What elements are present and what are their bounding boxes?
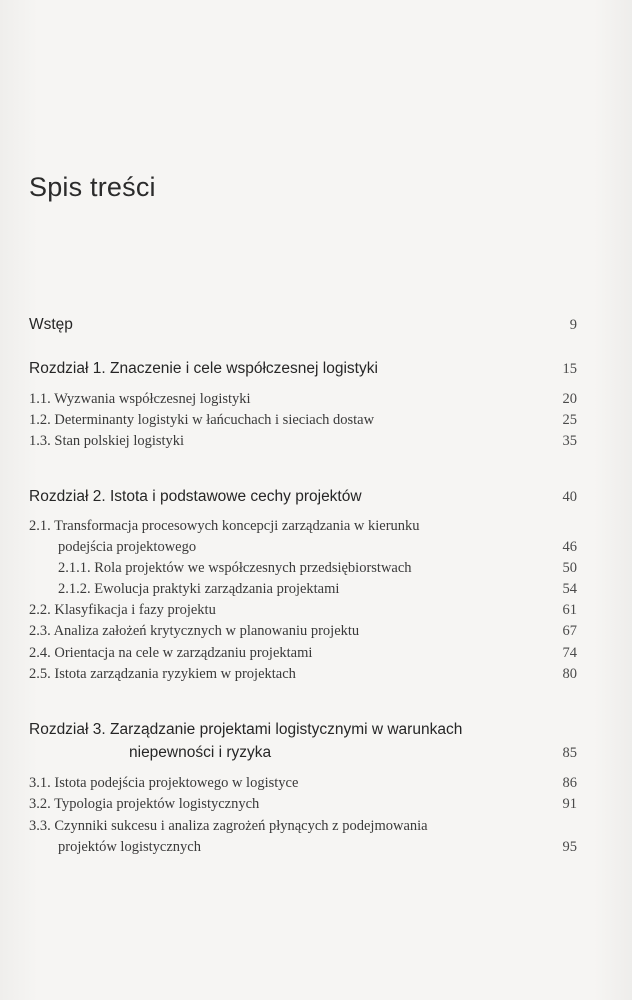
toc-label: 2.2. Klasyfikacja i fazy projektu bbox=[29, 602, 216, 618]
toc-page: 91 bbox=[562, 796, 577, 812]
toc-entry-2-1-line1: 2.1. Transformacja procesowych koncepcji zarządzania w kierunku bbox=[29, 518, 420, 534]
toc-label: 2.5. Istota zarządzania ryzykiem w projektach bbox=[29, 666, 296, 682]
toc-page: 80 bbox=[562, 666, 577, 682]
toc-entry-1-1 bbox=[29, 391, 577, 408]
toc-chapter-3-heading-line2 bbox=[129, 744, 577, 762]
toc-label: 1.3. Stan polskiej logistyki bbox=[29, 433, 185, 449]
toc-entry-2-2 bbox=[29, 602, 577, 619]
toc-chapter-1-heading bbox=[29, 360, 577, 378]
toc-entry-2-4 bbox=[29, 645, 577, 662]
toc-entry-3-2 bbox=[29, 796, 577, 813]
toc-page: 25 bbox=[562, 412, 577, 428]
toc-label: 2.3. Analiza założeń krytycznych w planowaniu projektu bbox=[29, 623, 360, 639]
toc-entry-1-2 bbox=[29, 412, 577, 429]
toc-label: Wstęp bbox=[29, 316, 73, 333]
toc-page: 61 bbox=[562, 602, 577, 618]
toc-page: 9 bbox=[569, 317, 577, 333]
toc-page: 86 bbox=[562, 775, 577, 791]
toc-page: 35 bbox=[562, 433, 577, 449]
toc-page: 46 bbox=[562, 539, 577, 555]
toc-entry-2-1-2 bbox=[58, 581, 577, 598]
toc-page: 20 bbox=[562, 391, 577, 407]
toc-label: 2.4. Orientacja na cele w zarządzaniu projektami bbox=[29, 645, 313, 661]
page-title: Spis treści bbox=[29, 172, 156, 202]
toc-entry-2-3 bbox=[29, 623, 577, 640]
toc-entry-3-3-line2 bbox=[58, 839, 577, 856]
toc-label: 1.1. Wyzwania współczesnej logistyki bbox=[29, 391, 251, 407]
toc-page: 40 bbox=[562, 489, 577, 505]
toc-entry-2-1-line2 bbox=[58, 539, 577, 556]
toc-chapter-3-heading-line1: Rozdział 3. Zarządzanie projektami logistycznymi w warunkach bbox=[29, 721, 463, 738]
toc-page: 54 bbox=[562, 581, 577, 597]
toc-page: 85 bbox=[562, 745, 577, 761]
toc-label: 1.2. Determinanty logistyki w łańcuchach i sieciach dostaw bbox=[29, 412, 375, 428]
toc-entry-intro bbox=[29, 316, 577, 334]
toc-entry-2-5 bbox=[29, 666, 577, 683]
toc-entry-1-3 bbox=[29, 433, 577, 450]
toc-entry-3-3-line1: 3.3. Czynniki sukcesu i analiza zagrożeń płynących z podejmowania bbox=[29, 818, 428, 834]
toc-label: podejścia projektowego bbox=[58, 539, 197, 555]
toc-label: 2.1.2. Ewolucja praktyki zarządzania projektami bbox=[58, 581, 340, 597]
toc-label: Rozdział 1. Znaczenie i cele współczesnej logistyki bbox=[29, 360, 378, 377]
toc-label: 2.1.1. Rola projektów we współczesnych przedsiębiorstwach bbox=[58, 560, 412, 576]
toc-chapter-2-heading bbox=[29, 488, 577, 506]
toc-label: 3.2. Typologia projektów logistycznych bbox=[29, 796, 260, 812]
toc-label: 3.1. Istota podejścia projektowego w logistyce bbox=[29, 775, 299, 791]
toc-entry-2-1-1 bbox=[58, 560, 577, 577]
toc-page: 50 bbox=[562, 560, 577, 576]
toc-page: 74 bbox=[562, 645, 577, 661]
toc-label: niepewności i ryzyka bbox=[129, 744, 272, 761]
toc-page: 15 bbox=[562, 361, 577, 377]
toc-page: 95 bbox=[562, 839, 577, 855]
toc-entry-3-1 bbox=[29, 775, 577, 792]
toc-label: projektów logistycznych bbox=[58, 839, 201, 855]
toc-page: 67 bbox=[562, 623, 577, 639]
toc-label: Rozdział 2. Istota i podstawowe cechy projektów bbox=[29, 488, 362, 505]
